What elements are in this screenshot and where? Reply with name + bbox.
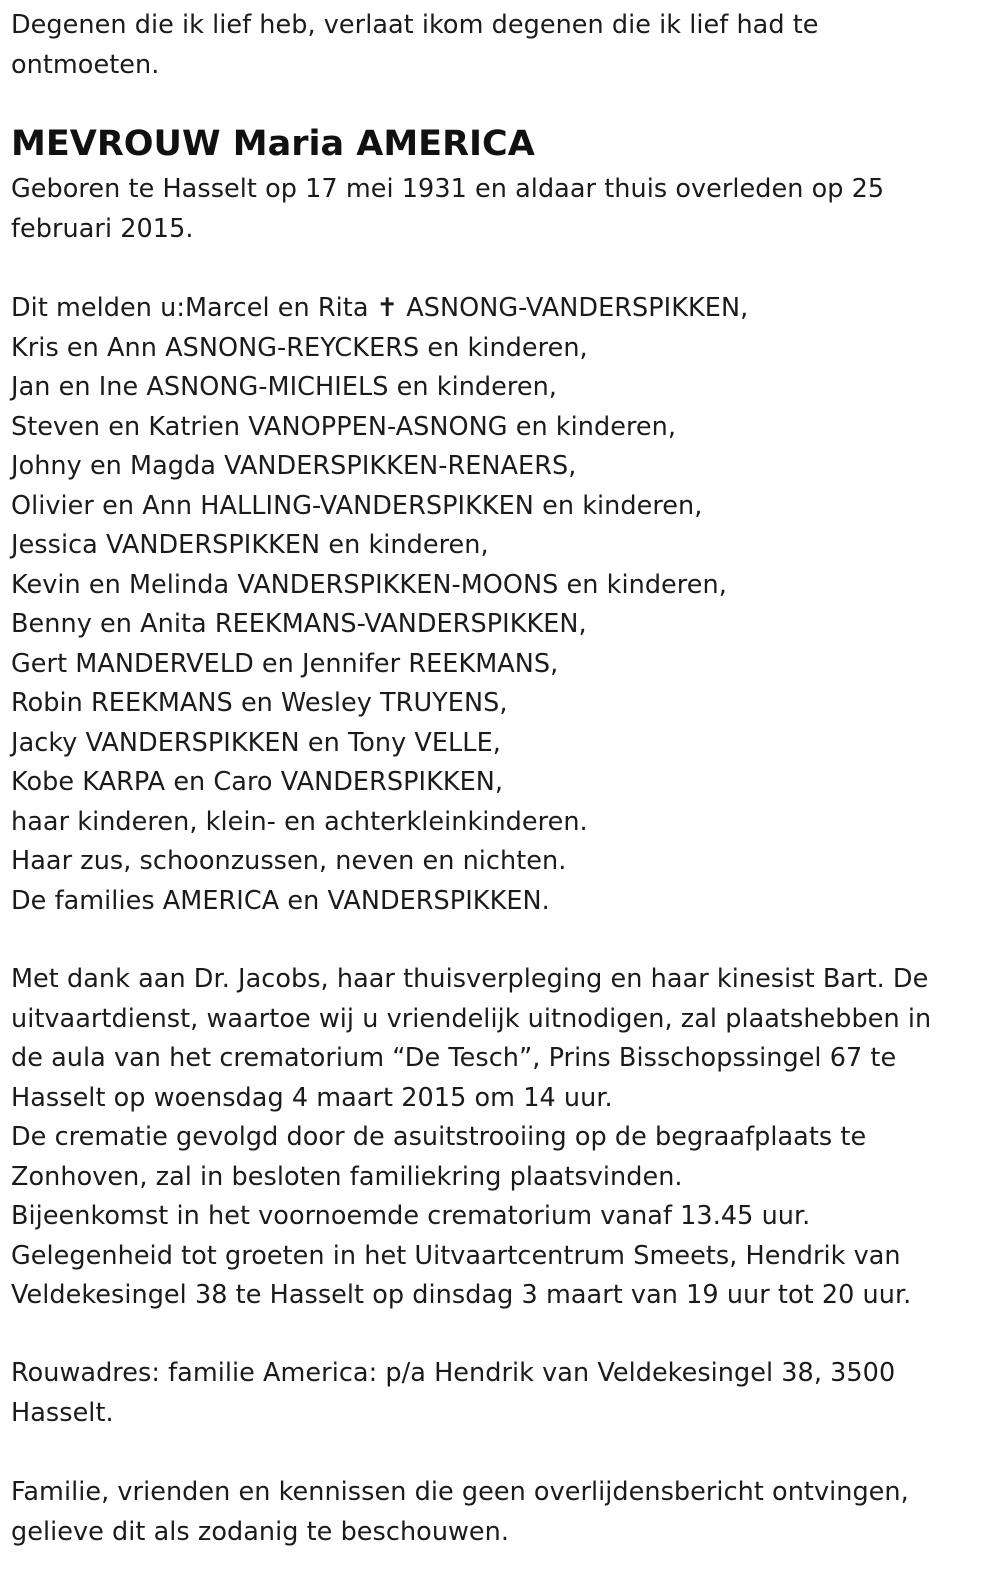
address-line: Hasselt.: [11, 1397, 114, 1428]
family-line: Gert MANDERVELD en Jennifer REEKMANS,: [11, 648, 559, 679]
family-line: Olivier en Ann HALLING-VANDERSPIKKEN en kinderen,: [11, 490, 703, 521]
family-line: Steven en Katrien VANOPPEN-ASNONG en kinderen,: [11, 411, 677, 442]
family-line: Kobe KARPA en Caro VANDERSPIKKEN,: [11, 767, 504, 797]
family-line: Kris en Ann ASNONG-REYCKERS en kinderen,: [11, 332, 588, 363]
motto-line: Degenen die ik lief heb, verlaat ikom degenen die ik lief had te: [11, 10, 819, 40]
service-line: Veldekesingel 38 te Hasselt op dinsdag 3 maart van 19 uur tot 20 uur.: [11, 1280, 912, 1310]
closing-notice: [11, 1473, 909, 1552]
family-line: De families AMERICA en VANDERSPIKKEN.: [11, 885, 550, 916]
notice-line: Familie, vrienden en kennissen die geen overlijdensbericht ontvingen,: [11, 1477, 909, 1507]
service-line: De crematie gevolgd door de asuitstrooiing op de begraafplaats te: [11, 1122, 867, 1152]
service-line: Met dank aan Dr. Jacobs, haar thuisverpleging en haar kinesist Bart. De: [11, 964, 929, 994]
motto-line: ontmoeten.: [11, 49, 160, 80]
birth-death-statement: [11, 170, 884, 249]
family-line: Haar zus, schoonzussen, neven en nichten.: [11, 846, 567, 876]
service-line: de aula van het crematorium “De Tesch”, Prins Bisschopssingel 67 te: [11, 1043, 897, 1073]
service-line: Gelegenheid tot groeten in het Uitvaartcentrum Smeets, Hendrik van: [11, 1240, 901, 1271]
motto-quote: [11, 6, 819, 85]
birth-line: Geboren te Hasselt op 17 mei 1931 en aldaar thuis overleden op 25: [11, 174, 885, 204]
family-line: haar kinderen, klein- en achterkleinkinderen.: [11, 806, 588, 837]
address-line: Rouwadres: familie America: p/a Hendrik van Veldekesingel 38, 3500: [11, 1358, 896, 1388]
birth-line: februari 2015.: [11, 213, 194, 244]
family-line: Jessica VANDERSPIKKEN en kinderen,: [11, 530, 489, 560]
service-line: Bijeenkomst in het voornoemde crematorium vanaf 13.45 uur.: [11, 1201, 811, 1231]
service-line: Zonhoven, zal in besloten familiekring plaatsvinden.: [11, 1161, 683, 1192]
service-line: uitvaartdienst, waartoe wij u vriendelijk uitnodigen, zal plaatshebben in: [11, 1003, 932, 1034]
family-announcement: [11, 289, 748, 921]
family-line: Kevin en Melinda VANDERSPIKKEN-MOONS en kinderen,: [11, 569, 727, 600]
family-line: Jacky VANDERSPIKKEN en Tony VELLE,: [11, 727, 501, 758]
family-line: Dit melden u:Marcel en Rita ✝ ASNONG-VANDERSPIKKEN,: [11, 293, 749, 323]
family-line: Benny en Anita REEKMANS-VANDERSPIKKEN,: [11, 609, 587, 639]
family-line: Johny en Magda VANDERSPIKKEN-RENAERS,: [11, 451, 577, 481]
deceased-name-title: MEVROUW Maria AMERICA: [11, 124, 535, 164]
mourning-address: [11, 1354, 895, 1433]
family-line: Robin REEKMANS en Wesley TRUYENS,: [11, 688, 508, 718]
family-line: Jan en Ine ASNONG-MICHIELS en kinderen,: [11, 372, 557, 402]
notice-line: gelieve dit als zodanig te beschouwen.: [11, 1516, 510, 1547]
service-line: Hasselt op woensdag 4 maart 2015 om 14 uur.: [11, 1082, 613, 1113]
funeral-service-details: [11, 960, 931, 1316]
